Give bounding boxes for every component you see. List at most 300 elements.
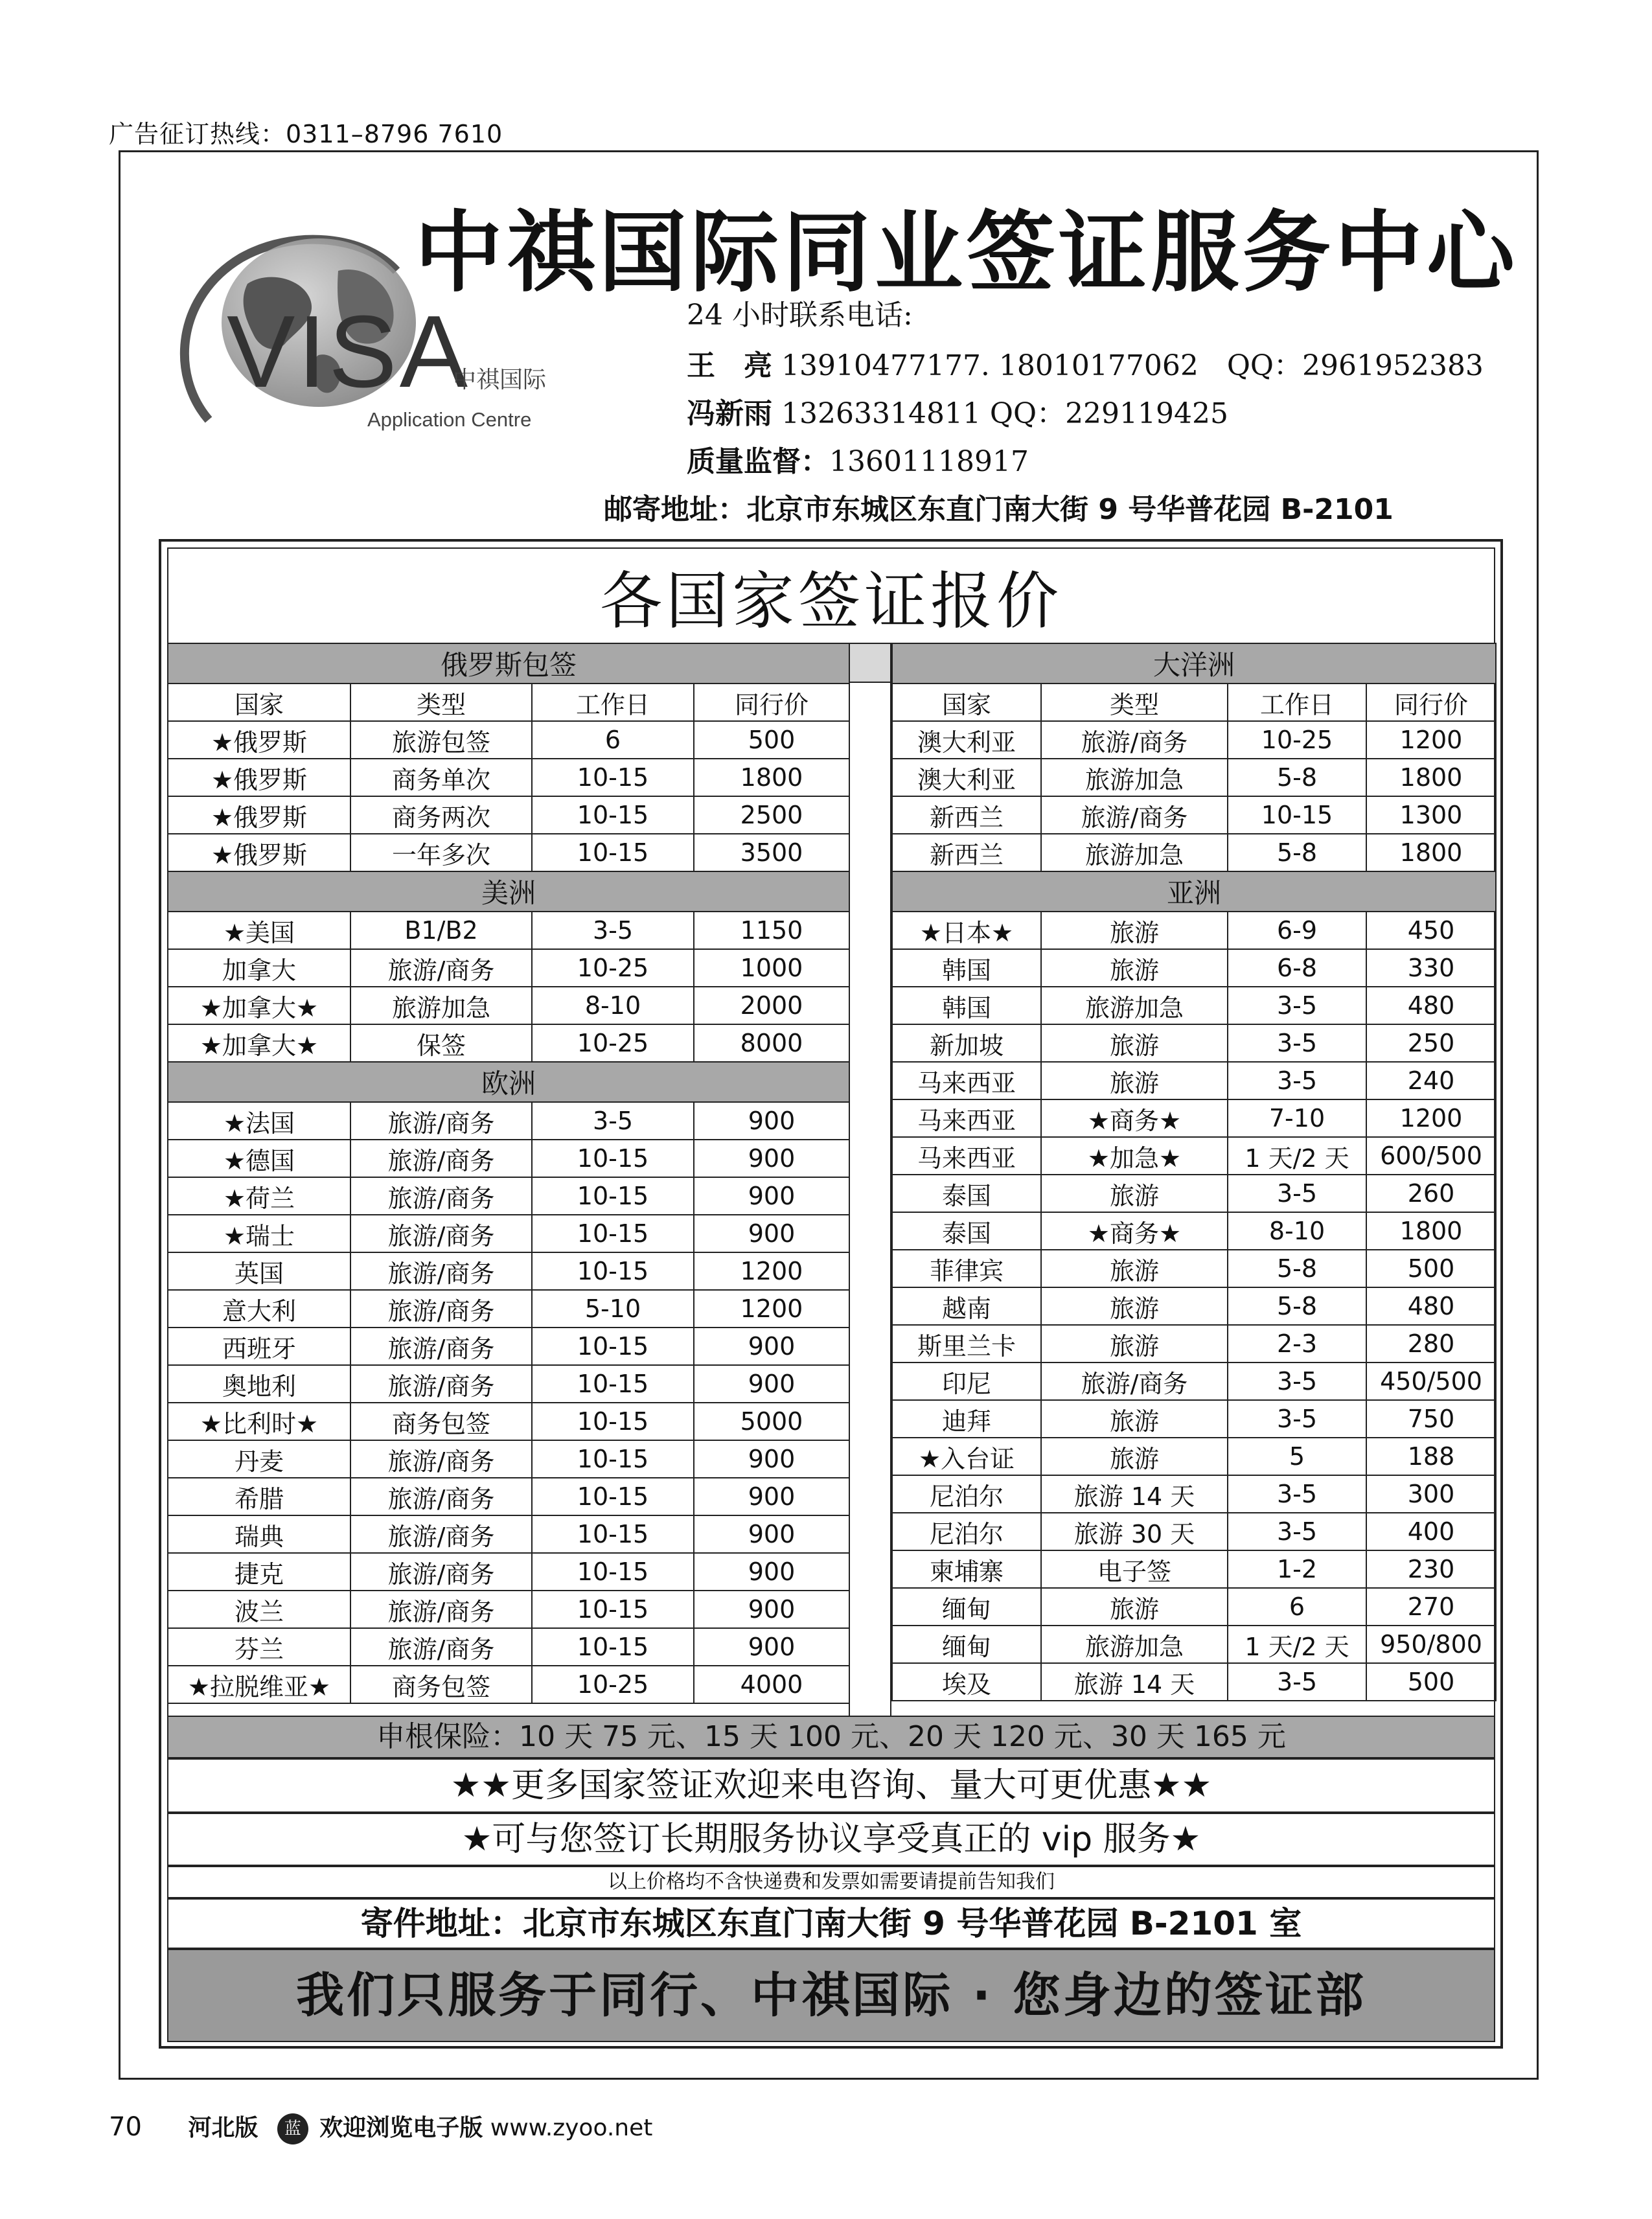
table-cell: 3-5 — [1228, 1362, 1366, 1400]
table-cell: 旅游/商务 — [350, 1515, 532, 1553]
table-row — [168, 1591, 849, 1628]
table-cell: ★加拿大★ — [168, 1024, 350, 1062]
table-cell: 旅游 30 天 — [1041, 1513, 1228, 1550]
table-row — [168, 1478, 849, 1515]
table-row — [168, 1365, 849, 1403]
table-cell: 旅游加急 — [1041, 759, 1228, 796]
price-list-title: 各国家签证报价 — [600, 565, 1062, 638]
more-info-banner: ★★更多国家签证欢迎来电咨询、量大可更优惠★★ — [167, 1758, 1495, 1813]
table-row — [168, 1628, 849, 1666]
table-cell: 旅游 — [1041, 1438, 1228, 1475]
table-cell: 10-15 — [532, 834, 694, 871]
brand-badge-icon: 蓝 — [277, 2113, 308, 2144]
column-header: 国家 — [168, 684, 350, 721]
table-cell: 印尼 — [892, 1362, 1041, 1400]
table-cell: 旅游/商务 — [1041, 721, 1228, 759]
table-cell: 230 — [1366, 1550, 1496, 1588]
table-cell: ★拉脱维亚★ — [168, 1666, 350, 1703]
table-cell: 旅游/商务 — [350, 1252, 532, 1290]
table-cell: 新西兰 — [892, 834, 1041, 871]
column-header: 国家 — [892, 684, 1041, 721]
table-cell: 马来西亚 — [892, 1137, 1041, 1175]
table-cell: 5-10 — [532, 1290, 694, 1328]
section-header — [168, 643, 849, 684]
table-cell: 10-15 — [532, 1215, 694, 1252]
table-cell: 埃及 — [892, 1663, 1041, 1701]
table-cell: 旅游加急 — [1041, 834, 1228, 871]
table-cell: 斯里兰卡 — [892, 1325, 1041, 1362]
table-row — [168, 759, 849, 796]
table-cell: 1200 — [1366, 721, 1496, 759]
table-cell: 500 — [1366, 1663, 1496, 1701]
table-row — [168, 1290, 849, 1328]
table-cell: 旅游 — [1041, 1588, 1228, 1626]
table-row — [892, 912, 1496, 949]
table-cell: 泰国 — [892, 1175, 1041, 1212]
table-row — [892, 1362, 1496, 1400]
table-row — [892, 1175, 1496, 1212]
table-cell: 菲律宾 — [892, 1250, 1041, 1287]
table-cell: 旅游/商务 — [350, 1628, 532, 1666]
table-cell: 450/500 — [1366, 1362, 1496, 1400]
table-row — [892, 1550, 1496, 1588]
table-cell: 旅游 14 天 — [1041, 1475, 1228, 1513]
table-cell: 旅游 14 天 — [1041, 1663, 1228, 1701]
schengen-insurance: 申根保险：10 天 75 元、15 天 100 元、20 天 120 元、30 天 165 元 — [167, 1716, 1495, 1758]
table-cell: 240 — [1366, 1062, 1496, 1099]
table-cell: 1-2 — [1228, 1550, 1366, 1588]
table-cell: 10-15 — [532, 1328, 694, 1365]
page-footer — [109, 2110, 652, 2144]
price-note: 以上价格均不含快递费和发票如需要请提前告知我们 — [167, 1866, 1495, 1898]
table-cell: 瑞典 — [168, 1515, 350, 1553]
table-cell: 900 — [694, 1365, 849, 1403]
section-title: 大洋洲 — [892, 643, 1496, 684]
table-cell: 10-15 — [532, 1478, 694, 1515]
table-cell: 2-3 — [1228, 1325, 1366, 1362]
table-cell: ★德国 — [168, 1140, 350, 1177]
table-cell: 10-15 — [532, 796, 694, 834]
table-cell: 新西兰 — [892, 796, 1041, 834]
table-cell: B1/B2 — [350, 912, 532, 949]
table-cell: 8-10 — [1228, 1212, 1366, 1250]
column-header: 同行价 — [694, 684, 849, 721]
table-cell: 韩国 — [892, 949, 1041, 987]
table-row — [892, 1475, 1496, 1513]
column-header-row — [168, 684, 849, 721]
table-row — [168, 1666, 849, 1703]
table-cell: 1800 — [694, 759, 849, 796]
table-cell: 6 — [1228, 1588, 1366, 1626]
table-row — [892, 1212, 1496, 1250]
section-title: 美洲 — [168, 871, 849, 912]
table-cell: 旅游 — [1041, 1325, 1228, 1362]
table-cell: 900 — [694, 1215, 849, 1252]
table-cell: 5-8 — [1228, 834, 1366, 871]
table-cell: 10-15 — [532, 1177, 694, 1215]
table-cell: 旅游 — [1041, 1250, 1228, 1287]
table-cell: 迪拜 — [892, 1400, 1041, 1438]
table-cell: ★俄罗斯 — [168, 796, 350, 834]
table-cell: 1000 — [694, 949, 849, 987]
table-cell: 5-8 — [1228, 759, 1366, 796]
table-cell: 1200 — [1366, 1099, 1496, 1137]
contact-phones: 13263314811 QQ：229119425 — [781, 397, 1229, 430]
price-table-left — [167, 643, 850, 1704]
table-cell: 旅游/商务 — [350, 1140, 532, 1177]
table-cell: 旅游 — [1041, 1175, 1228, 1212]
table-cell: 10-15 — [532, 759, 694, 796]
table-cell: 1 天/2 天 — [1228, 1626, 1366, 1663]
table-cell: 旅游/商务 — [1041, 796, 1228, 834]
contact-line — [687, 438, 1029, 479]
table-cell: 韩国 — [892, 987, 1041, 1024]
table-cell: 旅游/商务 — [350, 1478, 532, 1515]
contact-name: 王 亮 — [687, 349, 772, 382]
welcome-text: 欢迎浏览电子版 — [319, 2115, 483, 2141]
section-header — [892, 643, 1496, 684]
table-cell: 商务包签 — [350, 1403, 532, 1440]
column-header: 工作日 — [1228, 684, 1366, 721]
table-cell: 3-5 — [1228, 1175, 1366, 1212]
section-title: 亚洲 — [892, 871, 1496, 912]
vip-banner: ★可与您签订长期服务协议享受真正的 vip 服务★ — [167, 1813, 1495, 1866]
visa-word: VISA — [227, 295, 471, 409]
logo-subtitle: Application Centre — [367, 408, 532, 431]
table-cell: 旅游 — [1041, 1287, 1228, 1325]
table-cell: 480 — [1366, 1287, 1496, 1325]
table-cell: 尼泊尔 — [892, 1475, 1041, 1513]
table-cell: 250 — [1366, 1024, 1496, 1062]
table-cell: 900 — [694, 1140, 849, 1177]
table-row — [892, 1438, 1496, 1475]
table-cell: 900 — [694, 1102, 849, 1140]
table-cell: 旅游包签 — [350, 721, 532, 759]
table-row — [892, 1099, 1496, 1137]
table-cell: 3-5 — [1228, 1062, 1366, 1099]
table-cell: 5-8 — [1228, 1250, 1366, 1287]
table-cell: 旅游/商务 — [350, 1591, 532, 1628]
contact-name: 质量监督： — [687, 445, 829, 478]
table-cell: 马来西亚 — [892, 1099, 1041, 1137]
table-row — [892, 1287, 1496, 1325]
table-cell: 旅游 — [1041, 912, 1228, 949]
price-table-right — [891, 643, 1497, 1701]
table-cell: 芬兰 — [168, 1628, 350, 1666]
table-cell: 奥地利 — [168, 1365, 350, 1403]
table-cell: 5000 — [694, 1403, 849, 1440]
send-address: 寄件地址：北京市东城区东直门南大街 9 号华普花园 B-2101 室 — [167, 1898, 1495, 1949]
contact-line — [687, 342, 1484, 384]
table-row — [168, 1215, 849, 1252]
table-cell: 1300 — [1366, 796, 1496, 834]
table-cell: 旅游 — [1041, 949, 1228, 987]
table-cell: 3-5 — [1228, 1400, 1366, 1438]
table-row — [168, 834, 849, 871]
table-cell: 丹麦 — [168, 1440, 350, 1478]
table-cell: 600/500 — [1366, 1137, 1496, 1175]
table-row — [892, 1588, 1496, 1626]
section-title: 欧洲 — [168, 1062, 849, 1102]
table-cell: 澳大利亚 — [892, 759, 1041, 796]
table-cell: 2500 — [694, 796, 849, 834]
table-row — [168, 1553, 849, 1591]
table-cell: 10-15 — [532, 1591, 694, 1628]
contact-line — [687, 390, 1228, 431]
table-cell: 5-8 — [1228, 1287, 1366, 1325]
table-cell: 7-10 — [1228, 1099, 1366, 1137]
table-cell: ★法国 — [168, 1102, 350, 1140]
table-cell: 10-15 — [532, 1252, 694, 1290]
visa-logo — [170, 225, 558, 439]
table-cell: 1800 — [1366, 834, 1496, 871]
table-cell: ★商务★ — [1041, 1212, 1228, 1250]
table-row — [892, 1626, 1496, 1663]
table-row — [892, 1250, 1496, 1287]
table-cell: 旅游/商务 — [350, 1102, 532, 1140]
table-cell: 750 — [1366, 1400, 1496, 1438]
table-cell: 旅游 — [1041, 1062, 1228, 1099]
table-cell: 3-5 — [1228, 1024, 1366, 1062]
table-cell: 10-15 — [532, 1553, 694, 1591]
table-cell: 3-5 — [532, 912, 694, 949]
table-cell: ★入台证 — [892, 1438, 1041, 1475]
table-row — [892, 1513, 1496, 1550]
table-cell: 900 — [694, 1478, 849, 1515]
table-cell: ★加拿大★ — [168, 987, 350, 1024]
table-cell: 商务包签 — [350, 1666, 532, 1703]
logo-cn-name: 中祺国际 — [453, 367, 547, 393]
table-cell: 商务两次 — [350, 796, 532, 834]
table-row — [892, 759, 1496, 796]
table-cell: 8000 — [694, 1024, 849, 1062]
table-cell: 旅游加急 — [1041, 987, 1228, 1024]
column-header: 同行价 — [1366, 684, 1496, 721]
table-cell: 3-5 — [1228, 987, 1366, 1024]
table-cell: 旅游/商务 — [350, 1553, 532, 1591]
table-row — [168, 1177, 849, 1215]
table-cell: 3-5 — [1228, 1513, 1366, 1550]
mail-address: 北京市东城区东直门南大街 9 号华普花园 B-2101 — [746, 493, 1394, 526]
table-row — [168, 1515, 849, 1553]
table-cell: 900 — [694, 1591, 849, 1628]
table-cell: 10-15 — [532, 1365, 694, 1403]
table-cell: 300 — [1366, 1475, 1496, 1513]
mail-label: 邮寄地址： — [604, 493, 746, 526]
table-cell: 马来西亚 — [892, 1062, 1041, 1099]
table-cell: 2000 — [694, 987, 849, 1024]
table-cell: 旅游 — [1041, 1400, 1228, 1438]
table-row — [892, 949, 1496, 987]
table-cell: 波兰 — [168, 1591, 350, 1628]
mail-address-line — [604, 486, 1394, 527]
table-cell: 西班牙 — [168, 1328, 350, 1365]
table-cell: 希腊 — [168, 1478, 350, 1515]
table-row — [892, 1663, 1496, 1701]
table-row — [168, 1328, 849, 1365]
table-cell: 越南 — [892, 1287, 1041, 1325]
table-cell: 5 — [1228, 1438, 1366, 1475]
table-cell: 3-5 — [1228, 1475, 1366, 1513]
table-cell: 旅游加急 — [1041, 1626, 1228, 1663]
table-cell: 意大利 — [168, 1290, 350, 1328]
table-cell: 480 — [1366, 987, 1496, 1024]
table-cell: 950/800 — [1366, 1626, 1496, 1663]
table-cell: 900 — [694, 1515, 849, 1553]
table-cell: 10-15 — [532, 1403, 694, 1440]
section-header — [168, 1062, 849, 1102]
table-cell: 尼泊尔 — [892, 1513, 1041, 1550]
table-row — [892, 721, 1496, 759]
column-header-row — [892, 684, 1496, 721]
table-row — [168, 796, 849, 834]
table-row — [168, 949, 849, 987]
table-cell: 500 — [1366, 1250, 1496, 1287]
table-cell: 500 — [694, 721, 849, 759]
section-header — [168, 871, 849, 912]
table-cell: ★荷兰 — [168, 1177, 350, 1215]
table-row — [892, 987, 1496, 1024]
table-row — [168, 987, 849, 1024]
table-cell: 1200 — [694, 1252, 849, 1290]
table-cell: 1 天/2 天 — [1228, 1137, 1366, 1175]
table-cell: ★加急★ — [1041, 1137, 1228, 1175]
table-cell: 188 — [1366, 1438, 1496, 1475]
table-cell: 260 — [1366, 1175, 1496, 1212]
table-cell: 旅游加急 — [350, 987, 532, 1024]
table-cell: 280 — [1366, 1325, 1496, 1362]
section-title: 俄罗斯包签 — [168, 643, 849, 684]
table-cell: 商务单次 — [350, 759, 532, 796]
table-cell: 900 — [694, 1628, 849, 1666]
column-header: 类型 — [350, 684, 532, 721]
table-cell: 10-15 — [532, 1140, 694, 1177]
table-cell: 旅游/商务 — [350, 1215, 532, 1252]
table-cell: ★俄罗斯 — [168, 759, 350, 796]
table-row — [168, 1440, 849, 1478]
contact-phones: 13910477177. 18010177062 QQ：2961952383 — [781, 349, 1484, 382]
table-cell: 3-5 — [1228, 1663, 1366, 1701]
table-cell: ★商务★ — [1041, 1099, 1228, 1137]
table-cell: 10-25 — [532, 949, 694, 987]
table-cell: 1800 — [1366, 759, 1496, 796]
table-cell: 缅甸 — [892, 1626, 1041, 1663]
column-header: 工作日 — [532, 684, 694, 721]
table-cell: ★俄罗斯 — [168, 721, 350, 759]
table-cell: 10-25 — [1228, 721, 1366, 759]
table-cell: 旅游/商务 — [350, 949, 532, 987]
table-cell: 加拿大 — [168, 949, 350, 987]
table-cell: 缅甸 — [892, 1588, 1041, 1626]
table-row — [892, 1400, 1496, 1438]
ad-hotline: 广告征订热线：0311–8796 7610 — [109, 120, 503, 148]
table-row — [892, 1024, 1496, 1062]
table-row — [892, 834, 1496, 871]
slogan-banner: 我们只服务于同行、中祺国际 · 您身边的签证部 — [167, 1949, 1495, 2042]
contact-name: 冯新雨 — [687, 397, 772, 430]
column-header: 类型 — [1041, 684, 1228, 721]
table-cell: 旅游/商务 — [350, 1328, 532, 1365]
table-cell: 泰国 — [892, 1212, 1041, 1250]
table-row — [892, 1325, 1496, 1362]
table-row — [168, 1252, 849, 1290]
table-cell: 270 — [1366, 1588, 1496, 1626]
contact-label: 24 小时联系电话: — [687, 299, 913, 332]
table-gap-header — [849, 643, 891, 683]
table-cell: 英国 — [168, 1252, 350, 1290]
table-cell: 10-15 — [1228, 796, 1366, 834]
page-number: 70 — [109, 2112, 142, 2142]
table-cell: ★瑞士 — [168, 1215, 350, 1252]
table-cell: 1150 — [694, 912, 849, 949]
table-cell: 900 — [694, 1177, 849, 1215]
table-cell: 保签 — [350, 1024, 532, 1062]
table-cell: 10-15 — [532, 1628, 694, 1666]
table-cell: 450 — [1366, 912, 1496, 949]
table-cell: 3500 — [694, 834, 849, 871]
table-cell: 1200 — [694, 1290, 849, 1328]
site-url[interactable]: www.zyoo.net — [490, 2115, 653, 2141]
ad-title: 中祺国际同业签证服务中心 — [415, 202, 1519, 305]
table-cell: 旅游/商务 — [350, 1440, 532, 1478]
table-cell: 10-15 — [532, 1440, 694, 1478]
table-cell: ★俄罗斯 — [168, 834, 350, 871]
table-cell: 6-8 — [1228, 949, 1366, 987]
table-cell: 6-9 — [1228, 912, 1366, 949]
table-cell: 旅游/商务 — [350, 1290, 532, 1328]
edition-label: 河北版 — [188, 2115, 258, 2141]
table-row — [892, 796, 1496, 834]
table-row — [168, 1024, 849, 1062]
table-cell: 10-25 — [532, 1666, 694, 1703]
table-cell: 柬埔寨 — [892, 1550, 1041, 1588]
contact-phones: 13601118917 — [829, 445, 1029, 478]
table-cell: 10-25 — [532, 1024, 694, 1062]
table-row — [168, 1140, 849, 1177]
table-cell: ★美国 — [168, 912, 350, 949]
table-cell: 旅游/商务 — [350, 1177, 532, 1215]
table-cell: 3-5 — [532, 1102, 694, 1140]
table-row — [892, 1062, 1496, 1099]
table-row — [892, 1137, 1496, 1175]
table-cell: 4000 — [694, 1666, 849, 1703]
table-cell: 330 — [1366, 949, 1496, 987]
table-cell: 电子签 — [1041, 1550, 1228, 1588]
table-cell: 一年多次 — [350, 834, 532, 871]
table-cell: 400 — [1366, 1513, 1496, 1550]
table-cell: 8-10 — [532, 987, 694, 1024]
table-cell: 900 — [694, 1328, 849, 1365]
table-row — [168, 1403, 849, 1440]
section-header — [892, 871, 1496, 912]
table-cell: 新加坡 — [892, 1024, 1041, 1062]
table-row — [168, 721, 849, 759]
table-cell: 6 — [532, 721, 694, 759]
table-cell: 900 — [694, 1553, 849, 1591]
table-gap-column — [849, 643, 891, 1721]
table-row — [168, 1102, 849, 1140]
table-cell: ★日本★ — [892, 912, 1041, 949]
table-cell: 旅游 — [1041, 1024, 1228, 1062]
table-cell: 澳大利亚 — [892, 721, 1041, 759]
table-cell: 1800 — [1366, 1212, 1496, 1250]
table-cell: 10-15 — [532, 1515, 694, 1553]
table-cell: 捷克 — [168, 1553, 350, 1591]
table-row — [168, 912, 849, 949]
table-cell: 900 — [694, 1440, 849, 1478]
table-cell: ★比利时★ — [168, 1403, 350, 1440]
table-cell: 旅游/商务 — [350, 1365, 532, 1403]
